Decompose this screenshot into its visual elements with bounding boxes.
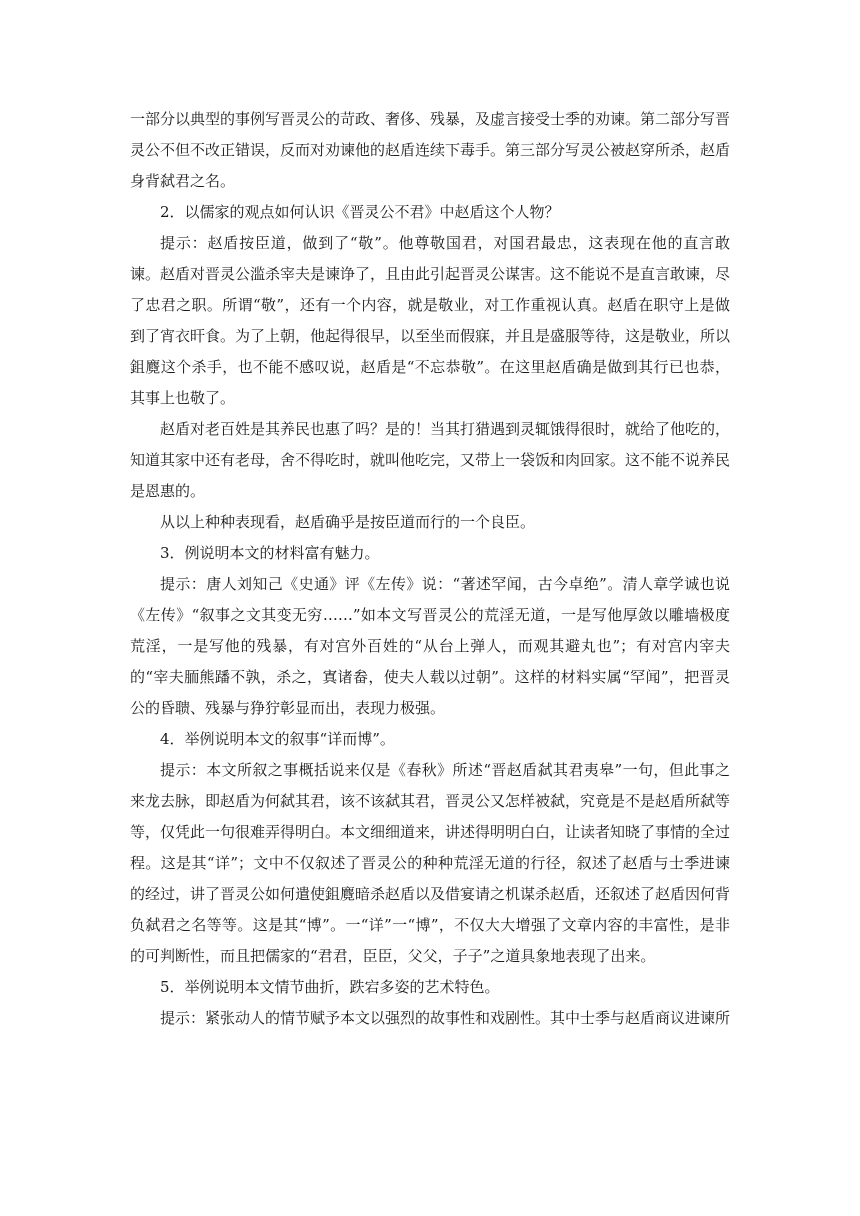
question-3: 3．例说明本文的材料富有魅力。	[160, 544, 380, 562]
question-5: 5．举例说明本文情节曲折，跌宕多姿的艺术特色。	[160, 978, 500, 996]
answer-2-part-1: 提示：赵盾按臣道，做到了“敬”。他尊敬国君，对国君最忠，这表现在他的直言敢谏。赵盾对晋灵公滥杀宰夫是谏诤了，且由此引起晋灵公谋害。这不能说不是直言敢谏，尽了忠君之职。所谓“敬”，还有一个内容，就是敬业，对工作重视认真。赵盾在职守上是做到了宵衣旰食。为了上朝，他起得很早，以至坐而假寐，并且是盛服等待，这是敬业，所以鉏麑这个杀手，也不能不感叹说，赵盾是“不忘恭敬”。在这里赵盾确是做到其行已也恭，其事上也敬了。	[130, 234, 731, 407]
answer-2-conclusion: 从以上种种表现看，赵盾确乎是按臣道而行的一个良臣。	[160, 513, 536, 531]
question-4: 4．举例说明本文的叙事“详而博”。	[160, 730, 395, 748]
answer-2-part-2: 赵盾对老百姓是其养民也惠了吗？是的！当其打猎遇到灵辄饿得很时，就给了他吃的，知道其家中还有老母，舍不得吃时，就叫他吃完，又带上一袋饭和肉回家。这不能不说养民是恩惠的。	[130, 420, 731, 500]
document-body	[130, 104, 730, 1034]
answer-5-start: 提示：紧张动人的情节赋予本文以强烈的故事性和戏剧性。其中士季与赵盾商议进谏所	[160, 1009, 731, 1027]
answer-3: 提示：唐人刘知己《史通》评《左传》说：“著述罕闻，古今卓绝”。清人章学诚也说《左传》“叙事之文其变无穷……”如本文写晋灵公的荒淫无道，一是写他厚敛以雕墙极度荒淫，一是写他的残暴，有对宫外百姓的“从台上弹人，而观其避丸也”；有对宫内宰夫的“宰夫胹熊蹯不孰，杀之，寘诸畚，使夫人载以过朝”。这样的材料实属“罕闻”，把晋灵公的昏聩、残暴与狰狞彰显而出，表现力极强。	[130, 575, 730, 717]
answer-4: 提示：本文所叙之事概括说来仅是《春秋》所述“晋赵盾弑其君夷皋”一句，但此事之来龙去脉，即赵盾为何弑其君，该不该弑其君，晋灵公又怎样被弑，究竟是不是赵盾所弑等等，仅凭此一句很难弄得明白。本文细细道来，讲述得明明白白，让读者知晓了事情的全过程。这是其“详”；文中不仅叙述了晋灵公的种种荒淫无道的行径，叙述了赵盾与士季进谏的经过，讲了晋灵公如何遣使鉏麑暗杀赵盾以及借宴请之机谋杀赵盾，还叙述了赵盾因何背负弑君之名等等。这是其“博”。一“详”一“博”，不仅大大增强了文章内容的丰富性，是非的可判断性，而且把儒家的“君君，臣臣，父父，子子”之道具象地表现了出来。	[130, 761, 731, 965]
paragraph-intro-continuation: 一部分以典型的事例写晋灵公的苛政、奢侈、残暴，及虚言接受士季的劝谏。第二部分写晋灵公不但不改正错误，反而对劝谏他的赵盾连续下毒手。第三部分写灵公被赵穿所杀，赵盾身背弑君之名。	[130, 110, 731, 190]
question-2: 2．以儒家的观点如何认识《晋灵公不君》中赵盾这个人物？	[160, 203, 560, 221]
